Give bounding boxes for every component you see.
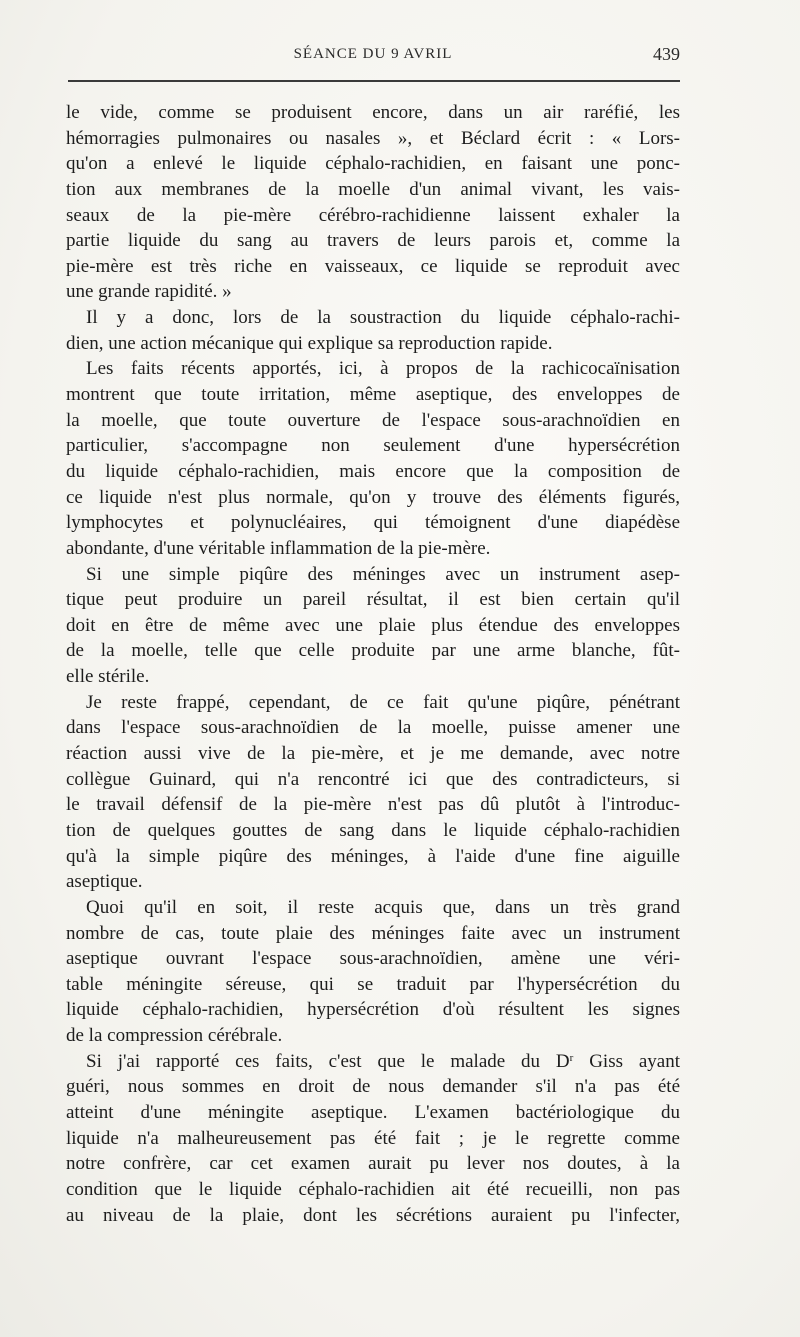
text-line: de la moelle, telle que celle produite par une arme blanche, fût-	[66, 640, 680, 662]
page-number: 439	[653, 44, 680, 64]
text-line: réaction aussi vive de la pie-mère, et je me demande, avec notre	[66, 743, 680, 765]
text-line: le travail défensif de la pie-mère n'est pas dû plutôt à l'introduc-	[66, 794, 680, 816]
text-line: partie liquide du sang au travers de leurs parois et, comme la	[66, 230, 680, 252]
text-line: pie-mère est très riche en vaisseaux, ce liquide se reproduit avec	[66, 255, 680, 277]
text-line: Je reste frappé, cependant, de ce fait qu'une piqûre, pénétrant	[86, 691, 680, 713]
text-line: tion aux membranes de la moelle d'un animal vivant, les vais-	[66, 178, 680, 200]
text-line: dien, une action mécanique qui explique sa reproduction rapide.	[66, 332, 553, 354]
text-line: notre confrère, car cet examen aurait pu lever nos doutes, à la	[66, 1153, 680, 1175]
text-segment: Si j'ai rapporté ces faits, c'est que le malade du D	[86, 1050, 570, 1072]
text-line: liquide n'a malheureusement pas été fait ; je le regrette comme	[66, 1127, 680, 1149]
text-line: montrent que toute irritation, même aseptique, des enveloppes de	[66, 384, 680, 406]
text-line: aseptique ouvrant l'espace sous-arachnoïdien, amène une véri-	[66, 948, 680, 970]
text-line: lymphocytes et polynucléaires, qui témoignent d'une diapédèse	[66, 512, 680, 534]
superscript: r	[569, 1051, 574, 1064]
text-line: le vide, comme se produisent encore, dans un air raréfié, les	[66, 102, 680, 123]
text-line: liquide céphalo-rachidien, hypersécrétion d'où résultent les signes	[66, 999, 680, 1021]
text-line: table méningite séreuse, qui se traduit par l'hypersécrétion du	[66, 973, 680, 995]
text-line: Quoi qu'il en soit, il reste acquis que, dans un très grand	[86, 896, 680, 918]
text-line: Il y a donc, lors de la soustraction du liquide céphalo-rachi-	[86, 307, 680, 329]
text-line: abondante, d'une véritable inflammation de la pie-mère.	[66, 537, 491, 559]
text-line: atteint d'une méningite aseptique. L'examen bactériologique du	[66, 1101, 680, 1123]
running-head: SÉANCE DU 9 AVRIL	[293, 46, 453, 62]
text-line: la moelle, que toute ouverture de l'espace sous-arachnoïdien en	[66, 409, 680, 431]
text-line: Les faits récents apportés, ici, à propos de la rachicocaïnisation	[86, 358, 680, 380]
text-line	[66, 1049, 680, 1075]
text-line: qu'à la simple piqûre des méninges, à l'aide d'une fine aiguille	[66, 845, 680, 867]
text-line: au niveau de la plaie, dont les sécrétions auraient pu l'infecter,	[66, 1204, 680, 1226]
text-line: du liquide céphalo-rachidien, mais encore que la composition de	[66, 460, 680, 482]
text-line: une grande rapidité. »	[66, 281, 232, 303]
text-line: nombre de cas, toute plaie des méninges faite avec un instrument	[66, 922, 680, 944]
text-segment: Giss ayant	[573, 1050, 680, 1072]
text-line: particulier, s'accompagne non seulement d'une hypersécrétion	[66, 435, 680, 457]
text-line: condition que le liquide céphalo-rachidien ait été recueilli, non pas	[66, 1178, 680, 1200]
text-line: doit en être de même avec une plaie plus étendue des enveloppes	[66, 614, 680, 636]
text-line: tion de quelques gouttes de sang dans le liquide céphalo-rachidien	[66, 819, 680, 841]
page-header	[66, 42, 680, 72]
header-rule	[68, 80, 680, 82]
text-line: Si une simple piqûre des méninges avec un instrument asep-	[86, 563, 680, 585]
text-line: collègue Guinard, qui n'a rencontré ici que des contradicteurs, si	[66, 768, 680, 790]
text-line: aseptique.	[66, 871, 143, 893]
text-line: qu'on a enlevé le liquide céphalo-rachidien, en faisant une ponc-	[66, 153, 680, 175]
text-line: dans l'espace sous-arachnoïdien de la moelle, puisse amener une	[66, 717, 680, 739]
text-line: ce liquide n'est plus normale, qu'on y trouve des éléments figurés,	[66, 486, 680, 508]
text-line: de la compression cérébrale.	[66, 1025, 283, 1047]
text-line: guéri, nous sommes en droit de nous demander s'il n'a pas été	[66, 1076, 680, 1098]
text-line: elle stérile.	[66, 666, 150, 688]
text-line: hémorragies pulmonaires ou nasales », et Béclard écrit : « Lors-	[66, 127, 680, 149]
body-text	[66, 100, 680, 1228]
text-line: tique peut produire un pareil résultat, il est bien certain qu'il	[66, 589, 680, 611]
text-line: seaux de la pie-mère cérébro-rachidienne laissent exhaler la	[66, 204, 680, 226]
